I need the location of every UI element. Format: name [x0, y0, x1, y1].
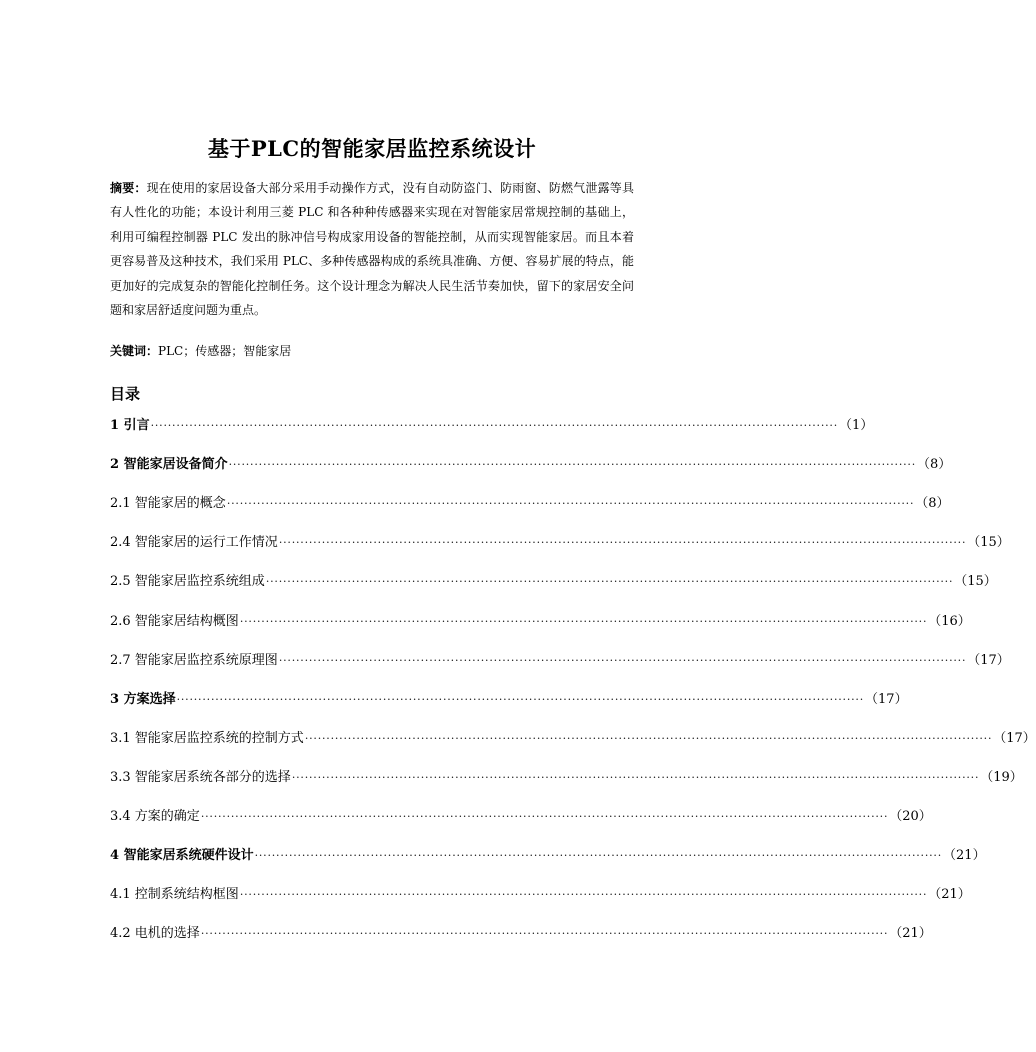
toc-leader-dots: ································································································································································	[239, 888, 928, 901]
toc-entry[interactable]	[110, 531, 1010, 550]
toc-entry[interactable]	[110, 610, 971, 629]
toc-leader-dots: ································································································································································	[265, 575, 954, 588]
toc-entry-page: （17）	[993, 731, 1036, 746]
toc-entry-label: 2.6 智能家居结构概图	[110, 614, 239, 629]
toc-entry[interactable]	[110, 883, 971, 902]
toc-entry-label: 2.1 智能家居的概念	[110, 496, 226, 511]
toc-leader-dots: ································································································································································	[278, 536, 967, 549]
toc-leader-dots: ································································································································································	[200, 927, 889, 940]
keywords-text: PLC；传感器；智能家居	[158, 344, 292, 358]
toc-entry[interactable]	[110, 766, 1023, 785]
toc-entry[interactable]	[110, 414, 874, 433]
toc-entry-page: （16）	[928, 614, 971, 629]
abstract-label: 摘要：	[110, 181, 147, 195]
toc-entry-label: 2.7 智能家居监控系统原理图	[110, 653, 278, 668]
toc-leader-dots: ································································································································································	[200, 810, 889, 823]
toc-entry-label: 3.4 方案的确定	[110, 809, 200, 824]
toc-entry-label: 4.1 控制系统结构框图	[110, 887, 239, 902]
toc-entry-page: （8）	[915, 496, 950, 511]
abstract-text: 现在使用的家居设备大部分采用手动操作方式，没有自动防盗门、防雨窗、防燃气泄露等具有人性化的功能；本设计利用三菱 PLC 和各种种传感器来实现在对智能家居常规控制的基础上，利用可编程控制器 PLC 发出的脉冲信号构成家用设备的智能控制，从而实现智能家居。而且本着更容易普及这种技术，我们采用 PLC、多种传感器构成的系统具准确、方便、容易扩展的特点，能更加好的完成复杂的智能化控制任务。这个设计理念为解决人民生活节奏加快，留下的家居安全问题和家居舒适度问题为重点。	[110, 181, 634, 318]
toc-leader-dots: ································································································································································	[228, 458, 917, 471]
toc-leader-dots: ································································································································································	[239, 615, 928, 628]
toc-leader-dots: ································································································································································	[304, 732, 993, 745]
toc-leader-dots: ································································································································································	[291, 771, 980, 784]
toc-leader-dots: ································································································································································	[254, 849, 943, 862]
toc-leader-dots: ································································································································································	[176, 693, 865, 706]
toc-entry-label: 2.4 智能家居的运行工作情况	[110, 535, 278, 550]
toc-entry-label: 3 方案选择	[110, 692, 176, 707]
toc-entry[interactable]	[110, 492, 950, 511]
toc-entry-label: 3.1 智能家居监控系统的控制方式	[110, 731, 304, 746]
toc-entry[interactable]	[110, 649, 1010, 668]
keywords-label: 关键词：	[110, 344, 159, 358]
toc-leader-dots: ································································································································································	[150, 419, 839, 432]
toc-leader-dots: ································································································································································	[226, 497, 915, 510]
toc-entry-page: （17）	[967, 653, 1010, 668]
table-of-contents	[110, 0, 1036, 1052]
toc-entry-label: 4 智能家居系统硬件设计	[110, 848, 254, 863]
toc-entry[interactable]	[110, 570, 997, 589]
toc-entry[interactable]	[110, 844, 986, 863]
toc-entry[interactable]	[110, 922, 932, 941]
toc-leader-dots: ································································································································································	[278, 654, 967, 667]
toc-entry-page: （15）	[967, 535, 1010, 550]
toc-entry-page: （19）	[980, 770, 1023, 785]
toc-entry-page: （17）	[865, 692, 908, 707]
toc-entry[interactable]	[110, 727, 1036, 746]
toc-entry-label: 4.2 电机的选择	[110, 926, 200, 941]
toc-entry-label: 2.5 智能家居监控系统组成	[110, 574, 265, 589]
toc-entry-page: （21）	[889, 926, 932, 941]
toc-entry-label: 2 智能家居设备简介	[110, 457, 228, 472]
toc-entry-page: （1）	[839, 418, 874, 433]
toc-heading: 目录	[110, 385, 141, 403]
toc-entry[interactable]	[110, 805, 932, 824]
toc-entry-page: （21）	[928, 887, 971, 902]
document-title: 基于PLC的智能家居监控系统设计	[207, 136, 537, 161]
toc-entry-label: 1 引言	[110, 418, 150, 433]
toc-entry-page: （15）	[954, 574, 997, 589]
toc-entry-page: （20）	[889, 809, 932, 824]
toc-entry-page: （21）	[943, 848, 986, 863]
toc-entry-label: 3.3 智能家居系统各部分的选择	[110, 770, 291, 785]
toc-entry[interactable]	[110, 453, 952, 472]
toc-entry-page: （8）	[917, 457, 952, 472]
toc-entry[interactable]	[110, 688, 908, 707]
